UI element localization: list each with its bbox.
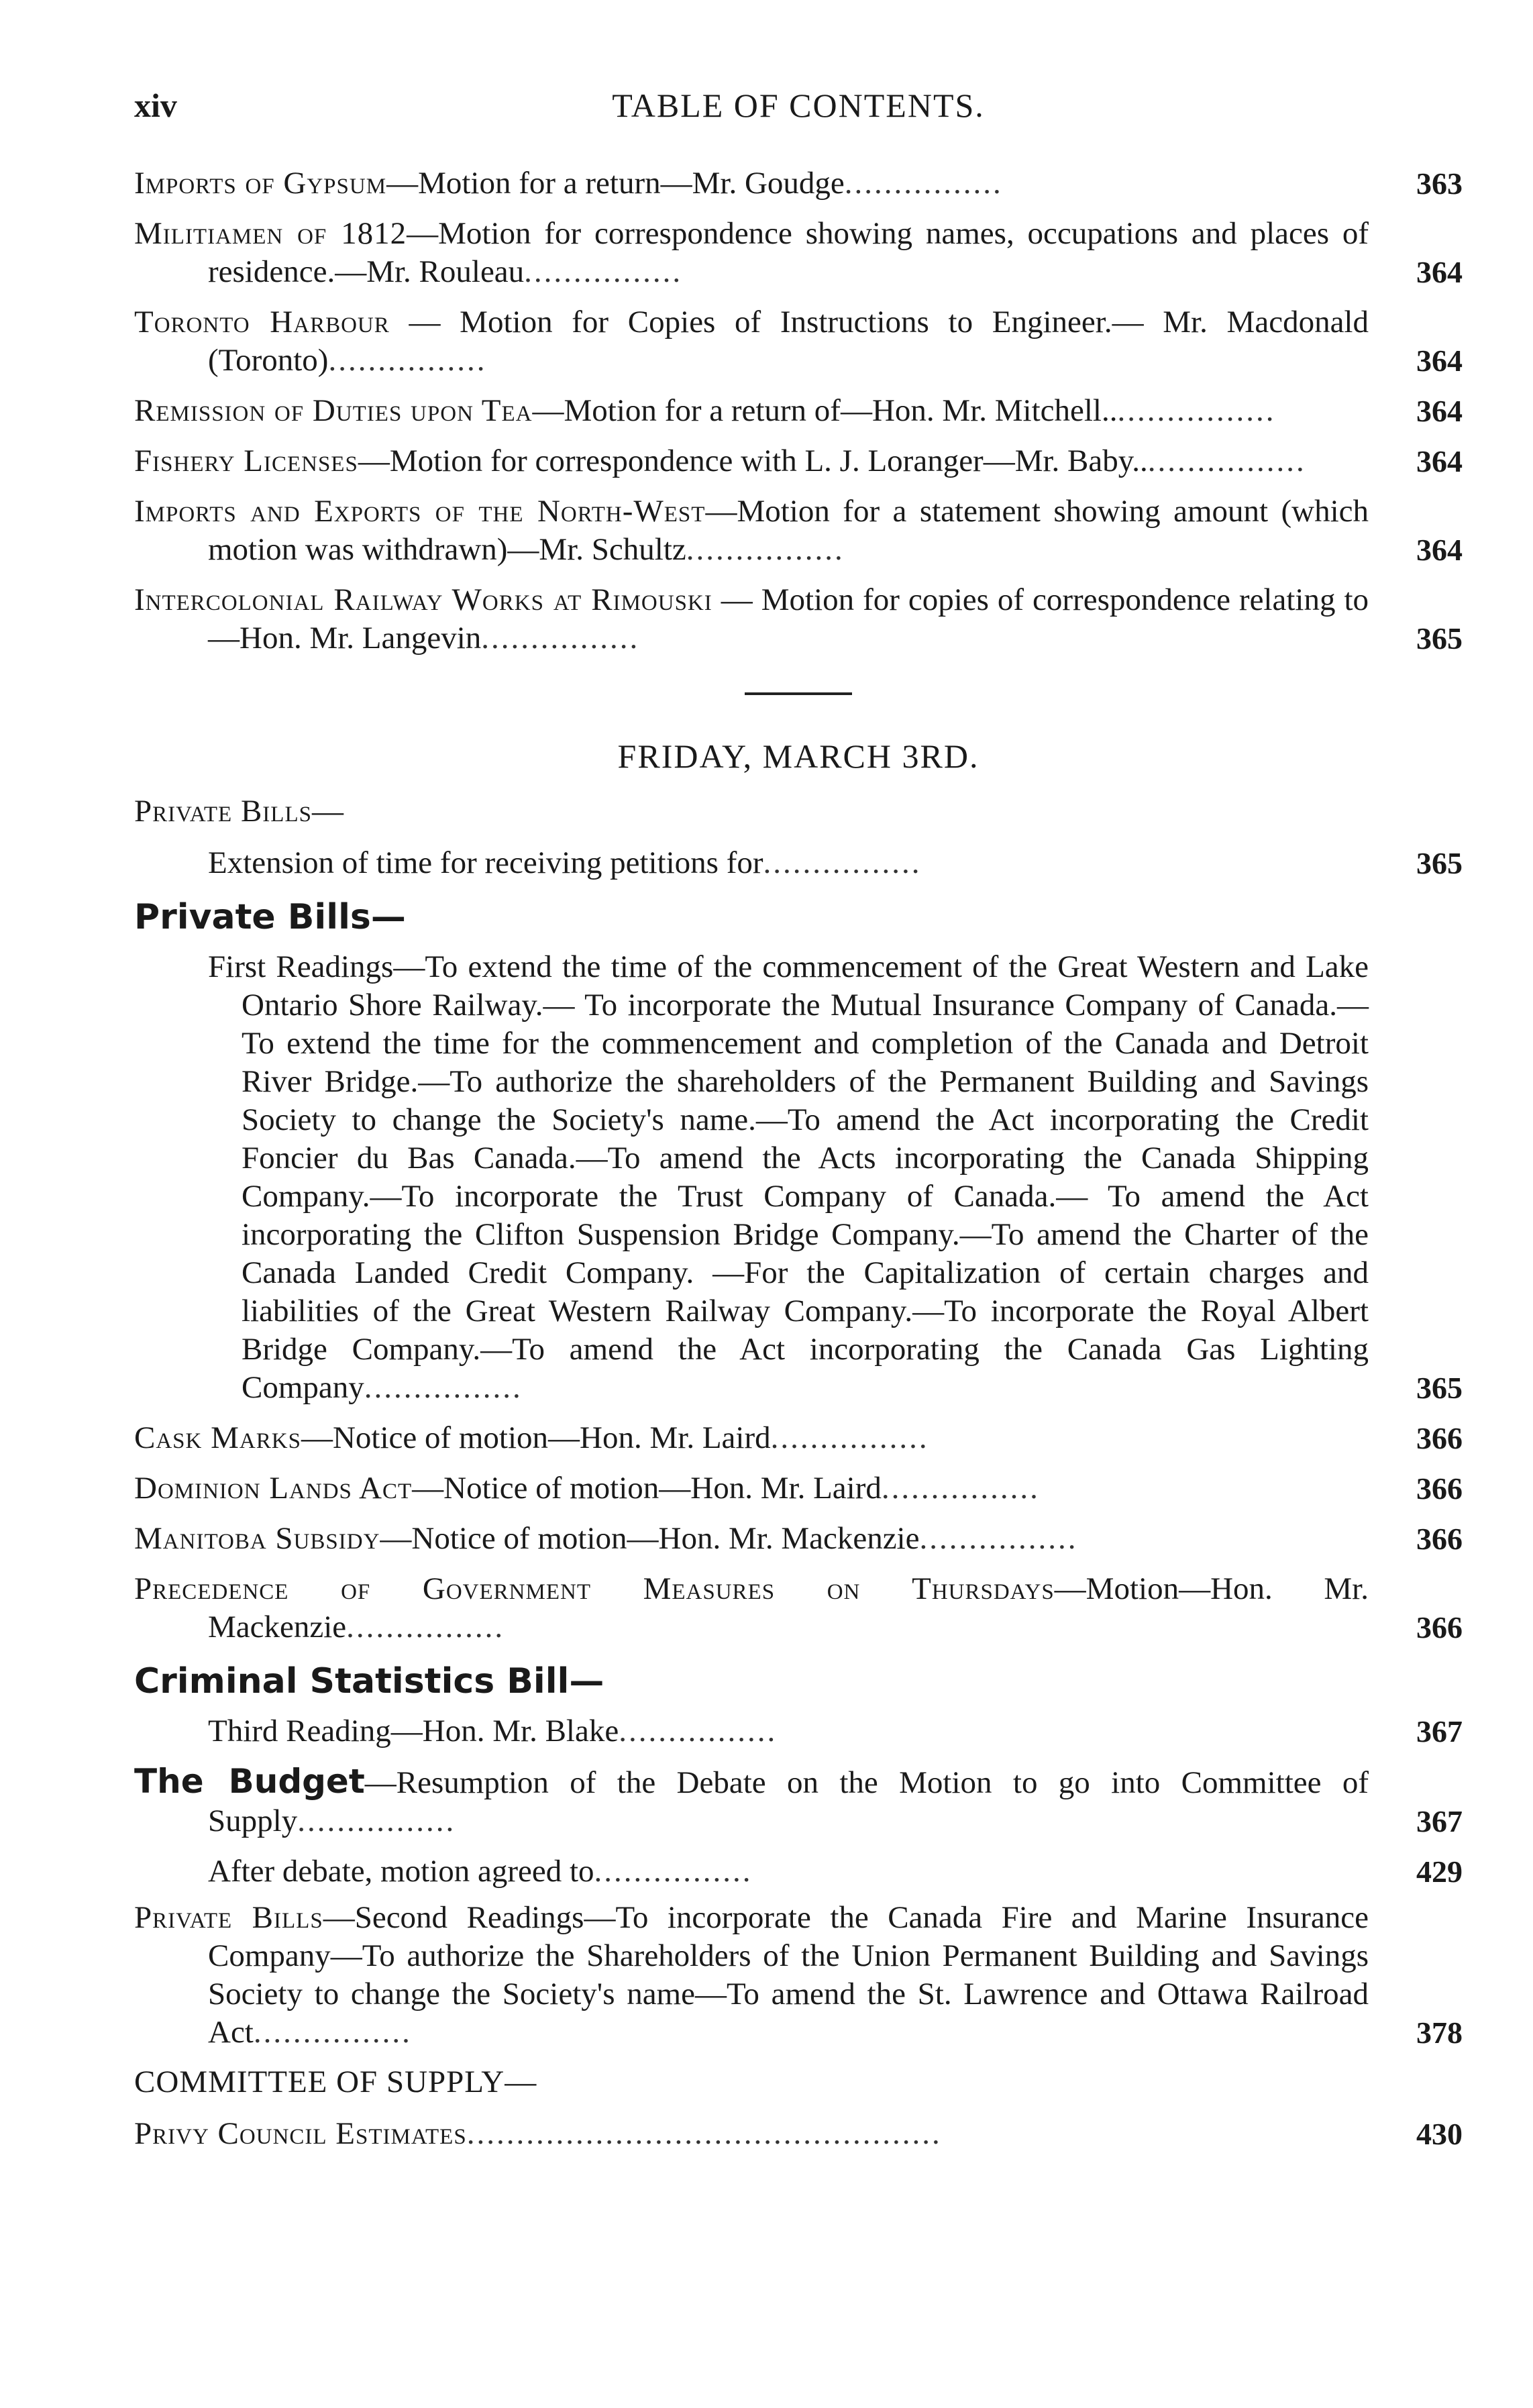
leader-dots: ................ — [1117, 393, 1276, 428]
leader-dots: ................ — [328, 343, 487, 378]
entry-lead: Privy Council Estimates — [134, 2116, 467, 2151]
leader-dots: ................ — [686, 532, 845, 567]
entry-page: 367 — [1416, 1804, 1463, 1838]
entry-text: First Readings—To extend the time of the commencement of the Great Western and Lake Ontario Shore Railway.— To incorporate the Mutual Insurance Company of Canada.—To extend the time for the commencement and completion of the Canada and Detroit River Bridge.—To authorize the shareholders of the Permanent Building and Savings Society to change the Society's name.—To amend the Act incorporating the Credit Foncier du Bas Canada.—To amend the Acts incorporating the Canada Shipping Company.—To incorporate the Trust Company of Canada.— To amend the Act incorporating the Clifton Suspension Bridge Company.—To amend the Charter of the Canada Landed Credit Company. —For the Capitalization of certain charges and liabilities of the Great Western Railway Company.—To incorporate the Royal Albert Bridge Company.—To amend the Act incorporating the Canada Gas Lighting Company — [208, 949, 1369, 1405]
entry-page: 363 — [1416, 166, 1463, 201]
entry-text: —Resumption of the Debate on the Motion to go into Committee of Supply — [208, 1765, 1369, 1838]
entry-lead: Cask Marks — [134, 1420, 301, 1455]
entry-page: 365 — [1416, 621, 1463, 656]
leader-dots: ................ — [364, 1370, 523, 1405]
entry-lead: Imports and Exports of the North-West — [134, 494, 706, 529]
entry-text: —Notice of motion—Hon. Mr. Laird — [412, 1471, 882, 1506]
leader-dots: ................ — [844, 166, 1003, 201]
toc-entry[interactable] — [134, 1419, 1463, 1457]
entry-lead: Dominion Lands Act — [134, 1471, 413, 1506]
leader-dots: ................ — [1147, 443, 1306, 478]
entry-lead: Toronto Harbour — [134, 305, 390, 339]
toc-entry-second-readings[interactable] — [134, 1899, 1463, 2052]
toc-entry-first-readings[interactable] — [134, 948, 1463, 1407]
entry-page: 364 — [1416, 533, 1463, 567]
toc-entry[interactable] — [134, 303, 1463, 380]
entry-page: 365 — [1416, 846, 1463, 880]
running-title: TABLE OF CONTENTS. — [612, 87, 985, 124]
entry-text: —Motion for a return of—Hon. Mr. Mitchell.. — [532, 393, 1118, 428]
entry-lead: Militiamen of 1812 — [134, 216, 407, 251]
section-divider — [745, 692, 852, 695]
entry-lead: Private Bills — [134, 1900, 323, 1935]
leader-dots: ................ — [625, 2116, 784, 2151]
entry-page: 367 — [1416, 1714, 1463, 1748]
entry-text: Extension of time for receiving petitions for — [208, 845, 763, 880]
leader-dots: ................ — [346, 1610, 505, 1644]
entry-lead: Manitoba Subsidy — [134, 1521, 380, 1556]
entry-lead: The Budget — [134, 1762, 365, 1801]
entry-text: — Motion for Copies of Instructions to Engineer.— Mr. Macdonald (Toronto) — [208, 305, 1369, 378]
entry-page: 378 — [1416, 2016, 1463, 2050]
entry-page: 365 — [1416, 1371, 1463, 1405]
entry-text: Third Reading—Hon. Mr. Blake — [208, 1714, 619, 1748]
entry-lead: Intercolonial Railway Works at Rimouski — [134, 582, 712, 617]
toc-entry[interactable] — [134, 215, 1463, 291]
toc-entry-budget[interactable] — [134, 1763, 1463, 1840]
entries-top — [134, 164, 1463, 658]
entry-text: After debate, motion agreed to — [208, 1854, 594, 1889]
page-number: xiv — [134, 87, 177, 124]
entry-page: 429 — [1416, 1854, 1463, 1889]
entry-page: 364 — [1416, 344, 1463, 378]
entry-text: —Second Readings—To incorporate the Canada Fire and Marine Insurance Company—To authorize the Shareholders of the Union Permanent Building and Savings Society to change the Society's name—To amend the St. Lawrence and Ottawa Railroad Act — [208, 1900, 1369, 2050]
private-bills-bold-heading: Private Bills— — [134, 897, 406, 937]
entry-lead: Imports of Gypsum — [134, 166, 387, 201]
entry-text: —Notice of motion—Hon. Mr. Laird — [301, 1420, 771, 1455]
page-header — [134, 86, 1463, 140]
entry-page: 430 — [1416, 2117, 1463, 2151]
entry-text: —Motion for correspondence with L. J. Loranger—Mr. Baby.. — [358, 443, 1148, 478]
toc-entry[interactable] — [134, 492, 1463, 569]
leader-dots: ................ — [783, 2116, 942, 2151]
entry-lead: Precedence of Government Measures on Thursdays — [134, 1571, 1055, 1606]
toc-entry-privy-council[interactable] — [134, 2115, 1463, 2153]
toc-entry-third-reading[interactable] — [134, 1712, 1463, 1750]
leader-dots: ................ — [881, 1471, 1040, 1506]
entry-page: 364 — [1416, 444, 1463, 478]
entry-text: —Motion for a return—Mr. Goudge — [386, 166, 845, 201]
contents-body — [134, 164, 1463, 2165]
entry-page: 364 — [1416, 394, 1463, 428]
leader-dots: ................ — [481, 621, 640, 656]
leader-dots: ................ — [763, 845, 922, 880]
date-heading: FRIDAY, MARCH 3RD. — [617, 737, 980, 775]
private-bills-heading: Private Bills— — [134, 794, 344, 829]
entries-mid — [134, 1419, 1463, 1646]
entry-page: 366 — [1416, 1610, 1463, 1644]
toc-entry-extension[interactable] — [134, 844, 1463, 882]
leader-dots: ................ — [770, 1420, 929, 1455]
leader-dots: ................ — [253, 2015, 412, 2050]
entry-text: —Motion—Hon. Mr. Mackenzie — [208, 1571, 1369, 1644]
leader-dots: ................ — [619, 1714, 778, 1748]
leader-dots: ................ — [466, 2116, 625, 2151]
entry-page: 366 — [1416, 1471, 1463, 1506]
entry-lead: Fishery Licenses — [134, 443, 358, 478]
toc-entry[interactable] — [134, 1520, 1463, 1558]
leader-dots: ................ — [297, 1803, 456, 1838]
leader-dots: ................ — [594, 1854, 753, 1889]
leader-dots: ................ — [919, 1521, 1078, 1556]
entry-text: —Notice of motion—Hon. Mr. Mackenzie — [380, 1521, 920, 1556]
toc-entry[interactable] — [134, 392, 1463, 430]
entry-page: 364 — [1416, 255, 1463, 289]
entry-page: 366 — [1416, 1421, 1463, 1455]
criminal-statistics-heading: Criminal Statistics Bill— — [134, 1661, 604, 1702]
toc-entry[interactable] — [134, 442, 1463, 480]
entry-page: 366 — [1416, 1522, 1463, 1556]
toc-entry[interactable] — [134, 1570, 1463, 1646]
toc-entry[interactable] — [134, 581, 1463, 658]
toc-entry[interactable] — [134, 164, 1463, 203]
leader-dots: ................ — [524, 254, 683, 289]
entry-text: — Motion for copies of correspondence relating to—Hon. Mr. Langevin — [208, 582, 1369, 656]
committee-of-supply-heading: COMMITTEE OF SUPPLY— — [134, 2064, 537, 2099]
entry-text: —Motion for a statement showing amount (which motion was withdrawn)—Mr. Schultz — [208, 494, 1369, 567]
entry-lead: Remission of Duties upon Tea — [134, 393, 533, 428]
entry-text: —Motion for correspondence showing names, occupations and places of residence.—Mr. Rouleau — [208, 216, 1369, 289]
toc-entry[interactable] — [134, 1469, 1463, 1508]
toc-entry-after-debate[interactable] — [134, 1852, 1463, 1891]
